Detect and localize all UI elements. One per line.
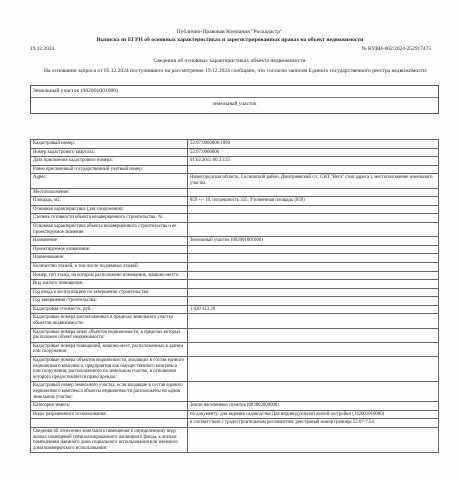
field-value: 52:07:0000006:1090 bbox=[188, 140, 439, 149]
object-box bbox=[30, 85, 439, 114]
field-value bbox=[188, 314, 439, 328]
field-value: по документу: для ведения садоводства Для индивидуальной жилой застройки (142001010000) bbox=[188, 410, 439, 419]
table-row bbox=[31, 245, 439, 254]
table-row bbox=[31, 280, 439, 289]
table-row bbox=[31, 262, 439, 271]
table-row bbox=[31, 328, 439, 342]
table-row bbox=[31, 314, 439, 328]
table-row bbox=[31, 237, 439, 246]
field-label: Площадь, м2: bbox=[31, 197, 188, 206]
field-label: Номер, тип этажа, на котором расположено помещение, машино-место: bbox=[31, 271, 188, 280]
field-label: Количество этажей, в том числе подземных этажей: bbox=[31, 262, 188, 271]
field-label: Кадастровый номер земельного участка, если входящие в состав единого недвижимого комплекса объекты недвижимости расположены на одном земельном участке: bbox=[31, 382, 188, 402]
table-row bbox=[31, 305, 439, 314]
table-row bbox=[31, 165, 439, 174]
divider bbox=[31, 97, 438, 98]
table-row bbox=[31, 382, 439, 402]
table-row bbox=[31, 402, 439, 411]
field-label: Основная характеристика (для сооружения): bbox=[31, 205, 188, 214]
table-row bbox=[31, 254, 439, 263]
field-label: Кадастровые номера помещений, машино-мест, расположенных в здании или сооружении: bbox=[31, 342, 188, 356]
field-label: Виды разрешенного использования: bbox=[31, 410, 188, 419]
field-value: Нижегородская область, Сосновский район, Дмитриевский с/с, СНТ "Вега" (тип адреса ), местоположение земельного участка bbox=[188, 174, 439, 188]
object-type: Земельный участок (002001001000) bbox=[33, 88, 118, 94]
field-label: Адрес: bbox=[31, 174, 188, 188]
field-value bbox=[188, 297, 439, 306]
field-label: Степень готовности объекта незавершенного строительства, %: bbox=[31, 214, 188, 223]
document-date: 19.12.2024 bbox=[30, 46, 55, 52]
table-row bbox=[31, 297, 439, 306]
field-value bbox=[188, 288, 439, 297]
field-label: Сведения об отнесении земельного помещения к определенному виду жилых помещений специализированного жилищного фонда, к жилым помещениям наемного дома социального использования или наемного дома коммерческого использования: bbox=[31, 427, 188, 452]
field-label: Кадастровые номера иных объектов недвижимости, в пределах которых расположен объект недвижимости: bbox=[31, 328, 188, 342]
table-row bbox=[31, 288, 439, 297]
field-label: Основная характеристика объекта незавершенного строительства и ее проектируемое значение: bbox=[31, 222, 188, 236]
table-row bbox=[31, 205, 439, 214]
field-label: Ранее присвоенный государственный учетный номер: bbox=[31, 165, 188, 174]
field-label: Проектируемое назначение: bbox=[31, 245, 188, 254]
characteristics-table bbox=[30, 139, 439, 453]
organization-name: Публично-Правовая Компания "Роскадастр" bbox=[176, 29, 283, 35]
field-value bbox=[188, 262, 439, 271]
field-value bbox=[188, 280, 439, 289]
field-value bbox=[188, 205, 439, 214]
table-row bbox=[31, 197, 439, 206]
document-title: Выписка из ЕГРН об основных характеристиках и зарегистрированных правах на объект недвижимости bbox=[96, 37, 364, 43]
table-row bbox=[31, 148, 439, 157]
field-label: Назначение: bbox=[31, 237, 188, 246]
field-value bbox=[188, 214, 439, 223]
field-label: Год ввода в эксплуатацию по завершении строительства: bbox=[31, 288, 188, 297]
field-value bbox=[188, 271, 439, 280]
field-value: 01.02.2015 00:33:35 bbox=[188, 157, 439, 166]
field-label: Кадастровые номера расположенных в пределах земельного участка объектов недвижимости: bbox=[31, 314, 188, 328]
field-value bbox=[188, 188, 439, 197]
field-value bbox=[188, 328, 439, 342]
field-value: 859 +/- 10, погрешность 335, Уточненная площадь (859) bbox=[188, 197, 439, 206]
document-number: № КУВИ-002/2024-252917475 bbox=[361, 46, 431, 52]
field-value bbox=[188, 254, 439, 263]
field-label: Наименование: bbox=[31, 254, 188, 263]
field-label: Категория земель: bbox=[31, 402, 188, 411]
field-value bbox=[188, 427, 439, 452]
field-value bbox=[188, 342, 439, 356]
field-value bbox=[188, 165, 439, 174]
table-row bbox=[31, 271, 439, 280]
field-value bbox=[188, 245, 439, 254]
table-row bbox=[31, 140, 439, 149]
basis-paragraph: На основании запроса от 05.12.2024 поступившего на рассмотрение 19.12.2024 сообщаем, что согласно записям Единого государственного реестра недвижимости: bbox=[44, 68, 428, 74]
table-row bbox=[31, 188, 439, 197]
object-name: земельный участок bbox=[212, 101, 257, 107]
field-label bbox=[31, 419, 188, 428]
field-label: Вид жилого помещения: bbox=[31, 280, 188, 289]
table-row bbox=[31, 157, 439, 166]
table-row bbox=[31, 410, 439, 419]
field-label: Кадастровые номера объектов недвижимости, входящих в состав единого недвижимого комплекса, предприятия как имущественного комплекса или сооружения, расположенного на земельном участке, в отношении которого предоставляется право аренды: bbox=[31, 357, 188, 382]
field-value: в соответствии с градостроительным регламентом: реестровый номер границы 52:07-7.54 bbox=[188, 419, 439, 428]
field-value: Земельный участок (002001001000) bbox=[188, 237, 439, 246]
field-label: Местоположение: bbox=[31, 188, 188, 197]
field-label: Номер кадастрового квартала: bbox=[31, 148, 188, 157]
table-row bbox=[31, 427, 439, 452]
table-row bbox=[31, 222, 439, 236]
field-value bbox=[188, 357, 439, 382]
table-row bbox=[31, 419, 439, 428]
field-value: Земли населенных пунктов (003002000000) bbox=[188, 402, 439, 411]
section-title: Сведения об основных характеристиках объекта недвижимости bbox=[153, 58, 306, 64]
field-label: Год завершения строительства: bbox=[31, 297, 188, 306]
field-value: 1 030 413.29 bbox=[188, 305, 439, 314]
field-label: Дата присвоения кадастрового номера: bbox=[31, 157, 188, 166]
table-row bbox=[31, 214, 439, 223]
table-row bbox=[31, 342, 439, 356]
field-value: 52:07:0000006 bbox=[188, 148, 439, 157]
table-row bbox=[31, 357, 439, 382]
field-label: Кадастровая стоимость, руб.: bbox=[31, 305, 188, 314]
table-row bbox=[31, 174, 439, 188]
field-value bbox=[188, 222, 439, 236]
field-value bbox=[188, 382, 439, 402]
field-label: Кадастровый номер: bbox=[31, 140, 188, 149]
